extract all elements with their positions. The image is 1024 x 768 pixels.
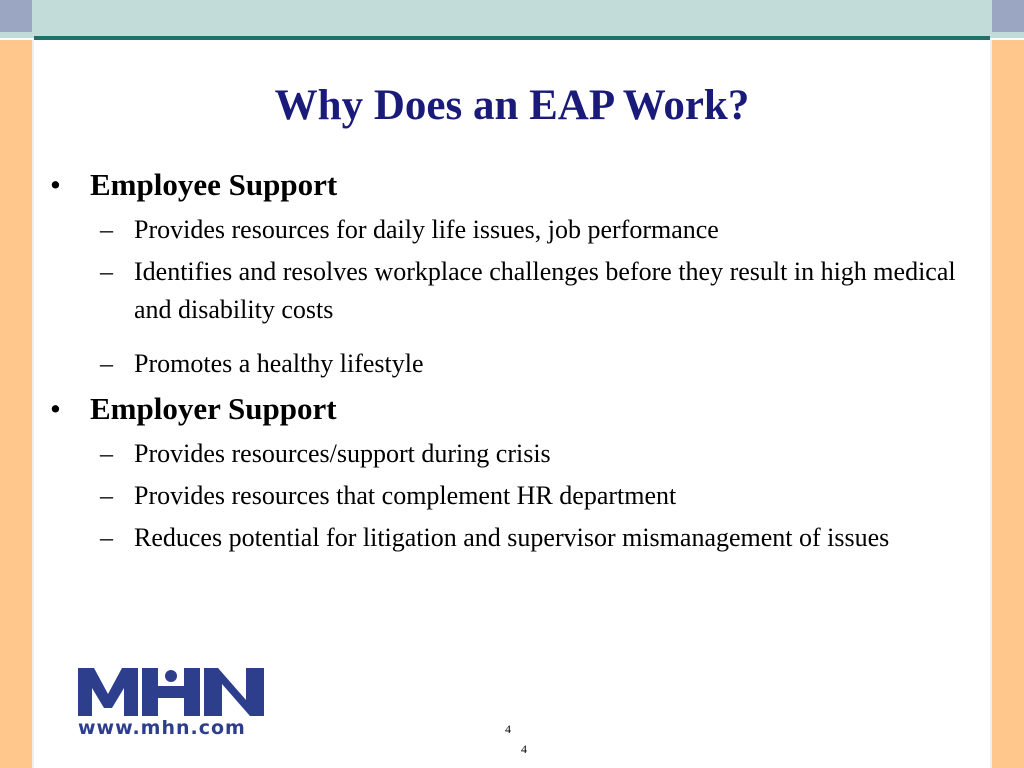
sub-item xyxy=(50,345,970,383)
sub-item xyxy=(50,211,970,249)
slide-content xyxy=(50,163,970,557)
dash-mark: – xyxy=(100,439,113,468)
sub-item-text: Provides resources for daily life issues, job performance xyxy=(134,215,719,244)
mhn-logo-wordmark xyxy=(78,668,264,716)
sub-item-text: Identifies and resolves workplace challenges before they result in high medical and disability costs xyxy=(134,257,956,324)
slide-title: Why Does an EAP Work? xyxy=(274,82,750,129)
bullet-heading: Employer Support xyxy=(90,391,337,426)
bullet-employer-support xyxy=(50,387,970,431)
sub-item-text: Provides resources that complement HR department xyxy=(134,481,677,510)
bullet-heading: Employee Support xyxy=(90,167,338,202)
top-right-corner-block xyxy=(992,0,1024,32)
bullet-employee-support xyxy=(50,163,970,207)
dash-mark: – xyxy=(100,349,113,378)
bullet-mark: • xyxy=(50,167,61,202)
bullet-mark: • xyxy=(50,391,61,426)
dash-mark: – xyxy=(100,523,113,552)
dash-mark: – xyxy=(100,215,113,244)
logo-url-text: www.mhn.com xyxy=(78,717,246,739)
page-number: 4 xyxy=(505,722,511,736)
sub-item-text: Promotes a healthy lifestyle xyxy=(134,349,424,378)
dash-mark: – xyxy=(100,257,113,286)
page-number-secondary: 4 xyxy=(521,742,527,756)
sub-item-text: Reduces potential for litigation and supervisor mismanagement of issues xyxy=(134,523,890,552)
right-side-bar xyxy=(992,40,1024,768)
sub-item xyxy=(50,519,970,557)
left-side-bar xyxy=(0,40,32,768)
sub-item xyxy=(50,477,970,515)
header-divider-line xyxy=(34,36,990,40)
top-frame-bar xyxy=(0,0,1024,38)
sub-item xyxy=(50,253,970,329)
sub-item xyxy=(50,435,970,473)
sub-item-text: Provides resources/support during crisis xyxy=(134,439,551,468)
mhn-logo xyxy=(78,668,264,742)
top-left-corner-block xyxy=(0,0,32,32)
dash-mark: – xyxy=(100,481,113,510)
